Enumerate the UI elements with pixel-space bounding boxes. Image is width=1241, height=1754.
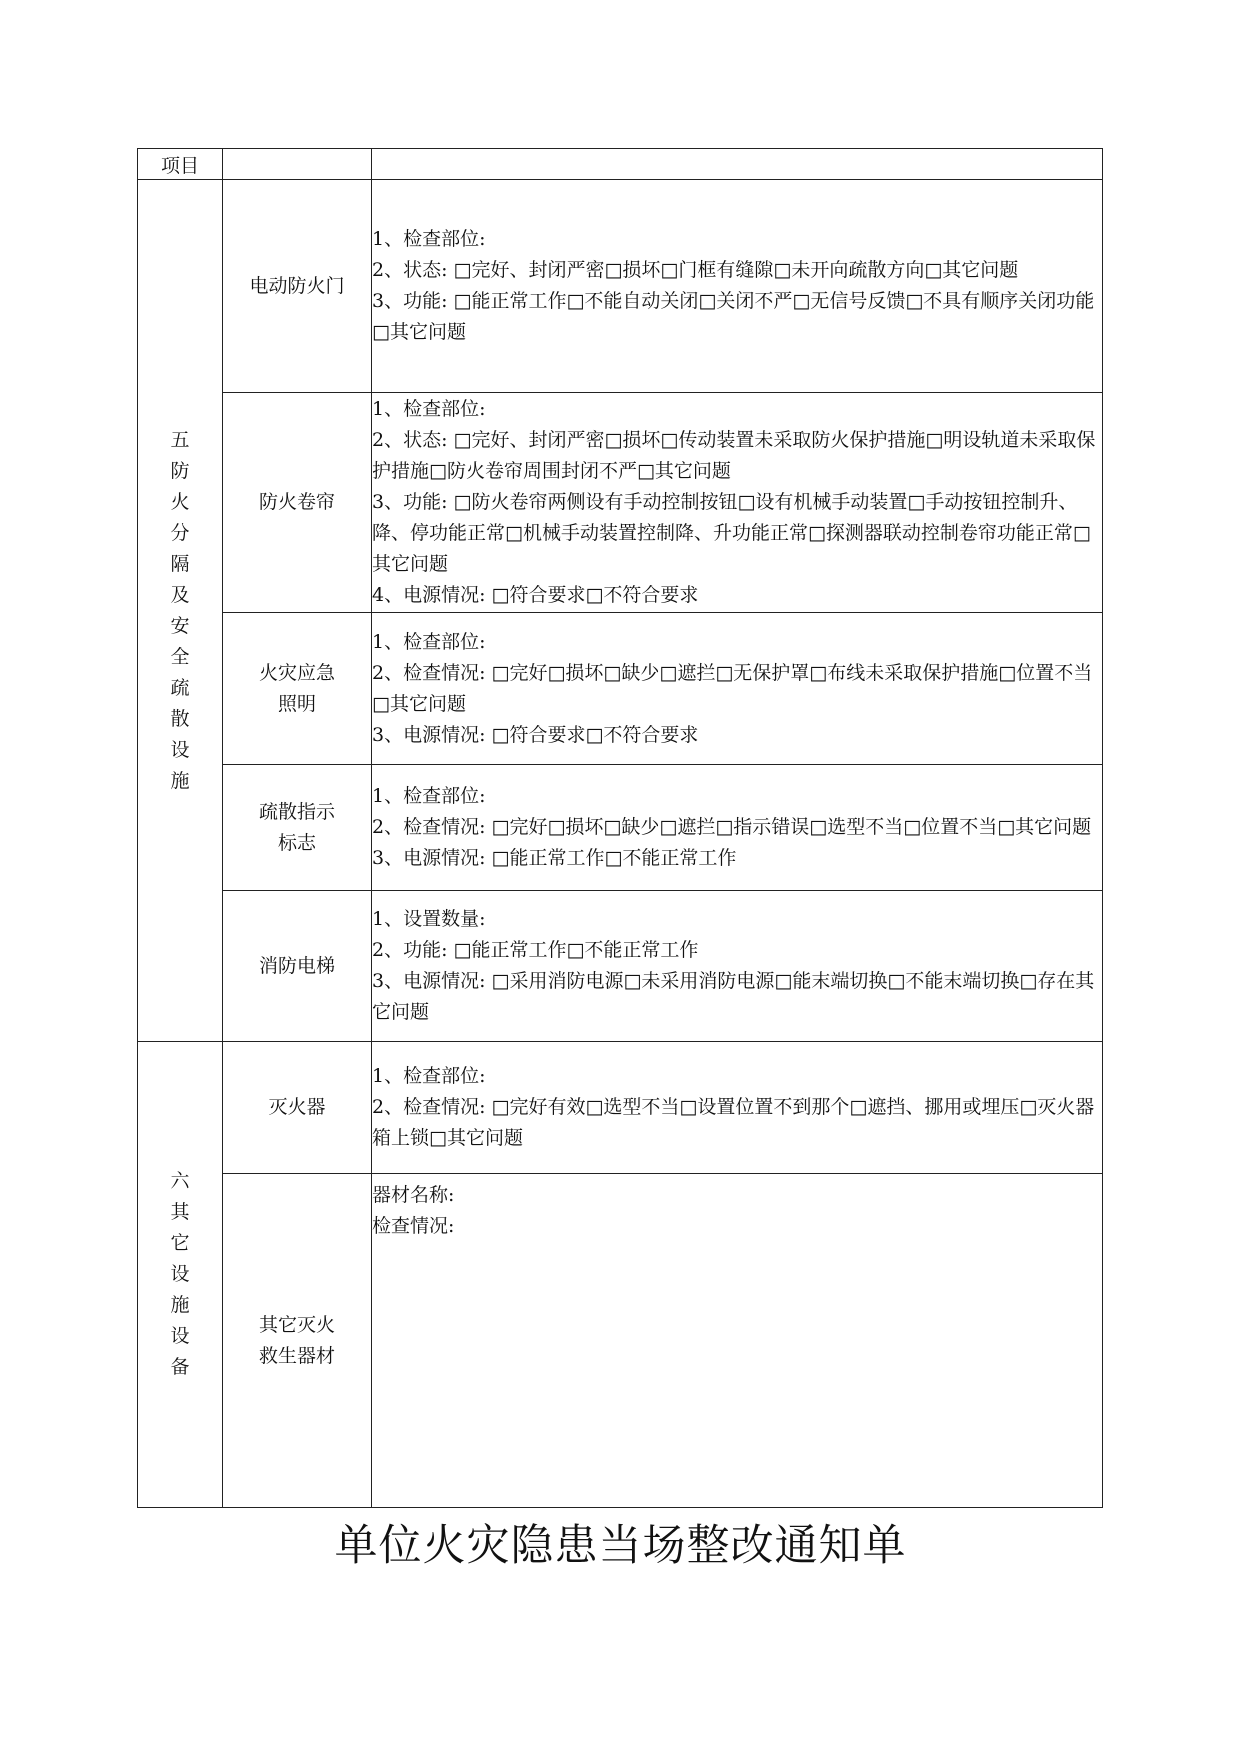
table-row <box>138 393 1103 613</box>
section-char: 设 <box>170 738 190 761</box>
item-fire-shutter <box>223 393 372 613</box>
item-fire-elevator <box>223 891 372 1042</box>
content-extinguisher <box>372 1042 1103 1174</box>
content-line: 1、设置数量: <box>372 908 486 930</box>
section-char: 其 <box>170 1201 190 1223</box>
content-line: 2、状态: □完好、封闭严密□损坏□门框有缝隙□未开向疏散方向□其它问题 <box>372 259 1019 281</box>
inspection-table <box>137 148 1103 1508</box>
section-char: 火 <box>170 490 190 513</box>
section-char: 施 <box>170 769 190 792</box>
content-line: 1、检查部位: <box>372 398 486 420</box>
item-evacuation-sign <box>223 765 372 891</box>
item-label: 其它灭火 <box>258 1313 335 1336</box>
item-other-equipment <box>223 1174 372 1508</box>
section-label-5 <box>138 180 223 1042</box>
table-header-row <box>138 149 1103 180</box>
item-label: 消防电梯 <box>258 954 335 977</box>
item-label: 照明 <box>277 692 316 715</box>
content-emergency-lighting <box>372 613 1103 765</box>
page-title: 单位火灾隐患当场整改通知单 <box>334 1521 907 1571</box>
content-line: 3、电源情况: □采用消防电源□未采用消防电源□能末端切换□不能末端切换□存在其它问题 <box>372 970 1095 1023</box>
content-fire-shutter <box>372 393 1103 613</box>
item-label: 灭火器 <box>268 1096 326 1118</box>
table-row <box>138 1042 1103 1174</box>
item-extinguisher <box>223 1042 372 1174</box>
content-line: 1、检查部位: <box>372 630 486 653</box>
content-line: 3、电源情况: □能正常工作□不能正常工作 <box>372 847 737 869</box>
item-label: 疏散指示 <box>258 800 335 823</box>
content-line: 2、检查情况: □完好□损坏□缺少□遮拦□指示错误□选型不当□位置不当□其它问题 <box>372 816 1092 838</box>
item-label: 火灾应急 <box>258 661 335 684</box>
content-line: 3、功能: □能正常工作□不能自动关闭□关闭不严□无信号反馈□不具有顺序关闭功能□其它问题 <box>372 290 1095 343</box>
item-emergency-lighting <box>223 613 372 765</box>
table-row <box>138 1174 1103 1508</box>
section-char: 五 <box>170 428 190 451</box>
section-label-6 <box>138 1042 223 1508</box>
section-char: 六 <box>170 1170 190 1192</box>
section-char: 隔 <box>170 552 190 575</box>
content-line: 2、检查情况: □完好有效□选型不当□设置位置不到那个□遮挡、挪用或埋压□灭火器箱上锁□其它问题 <box>372 1096 1095 1149</box>
table-row <box>138 765 1103 891</box>
section-char: 备 <box>170 1356 190 1378</box>
content-line: 2、检查情况: □完好□损坏□缺少□遮拦□无保护罩□布线未采取保护措施□位置不当□其它问题 <box>372 661 1093 715</box>
content-line: 1、检查部位: <box>372 785 486 807</box>
section-char: 防 <box>170 459 190 482</box>
section-char: 散 <box>170 707 190 730</box>
section-char: 安 <box>170 614 190 637</box>
section-char: 及 <box>170 583 190 606</box>
item-label: 救生器材 <box>258 1344 335 1367</box>
table-row <box>138 891 1103 1042</box>
table-row <box>138 180 1103 393</box>
section-char: 施 <box>170 1294 190 1316</box>
content-line: 检查情况: <box>372 1215 455 1237</box>
content-evacuation-sign <box>372 765 1103 891</box>
section-char: 它 <box>170 1232 190 1254</box>
item-label: 电动防火门 <box>249 274 345 297</box>
content-line: 2、状态: □完好、封闭严密□损坏□传动装置未采取防火保护措施□明设轨道未采取保护措施□防火卷帘周围封闭不严□其它问题 <box>372 429 1096 482</box>
content-line: 器材名称: <box>372 1184 455 1206</box>
header-item <box>223 149 372 180</box>
item-electric-fire-door <box>223 180 372 393</box>
header-project: 项目 <box>138 149 223 180</box>
content-electric-fire-door <box>372 180 1103 393</box>
content-line: 1、检查部位: <box>372 228 486 250</box>
section-char: 全 <box>170 645 190 668</box>
header-content <box>372 149 1103 180</box>
item-label: 标志 <box>277 831 316 854</box>
section-char: 疏 <box>170 676 190 699</box>
content-line: 4、电源情况: □符合要求□不符合要求 <box>372 584 699 606</box>
table-row <box>138 613 1103 765</box>
item-label: 防火卷帘 <box>258 491 335 513</box>
section-char: 设 <box>170 1263 190 1285</box>
content-other-equipment <box>372 1174 1103 1508</box>
content-line: 1、检查部位: <box>372 1065 486 1087</box>
content-line: 3、电源情况: □符合要求□不符合要求 <box>372 723 699 746</box>
content-line: 3、功能: □防火卷帘两侧设有手动控制按钮□设有机械手动装置□手动按钮控制升、降、停功能正常□机械手动装置控制降、升功能正常□探测器联动控制卷帘功能正常□其它问题 <box>372 491 1091 575</box>
content-fire-elevator <box>372 891 1103 1042</box>
section-char: 设 <box>170 1325 190 1347</box>
content-line: 2、功能: □能正常工作□不能正常工作 <box>372 939 699 961</box>
section-char: 分 <box>170 521 190 544</box>
